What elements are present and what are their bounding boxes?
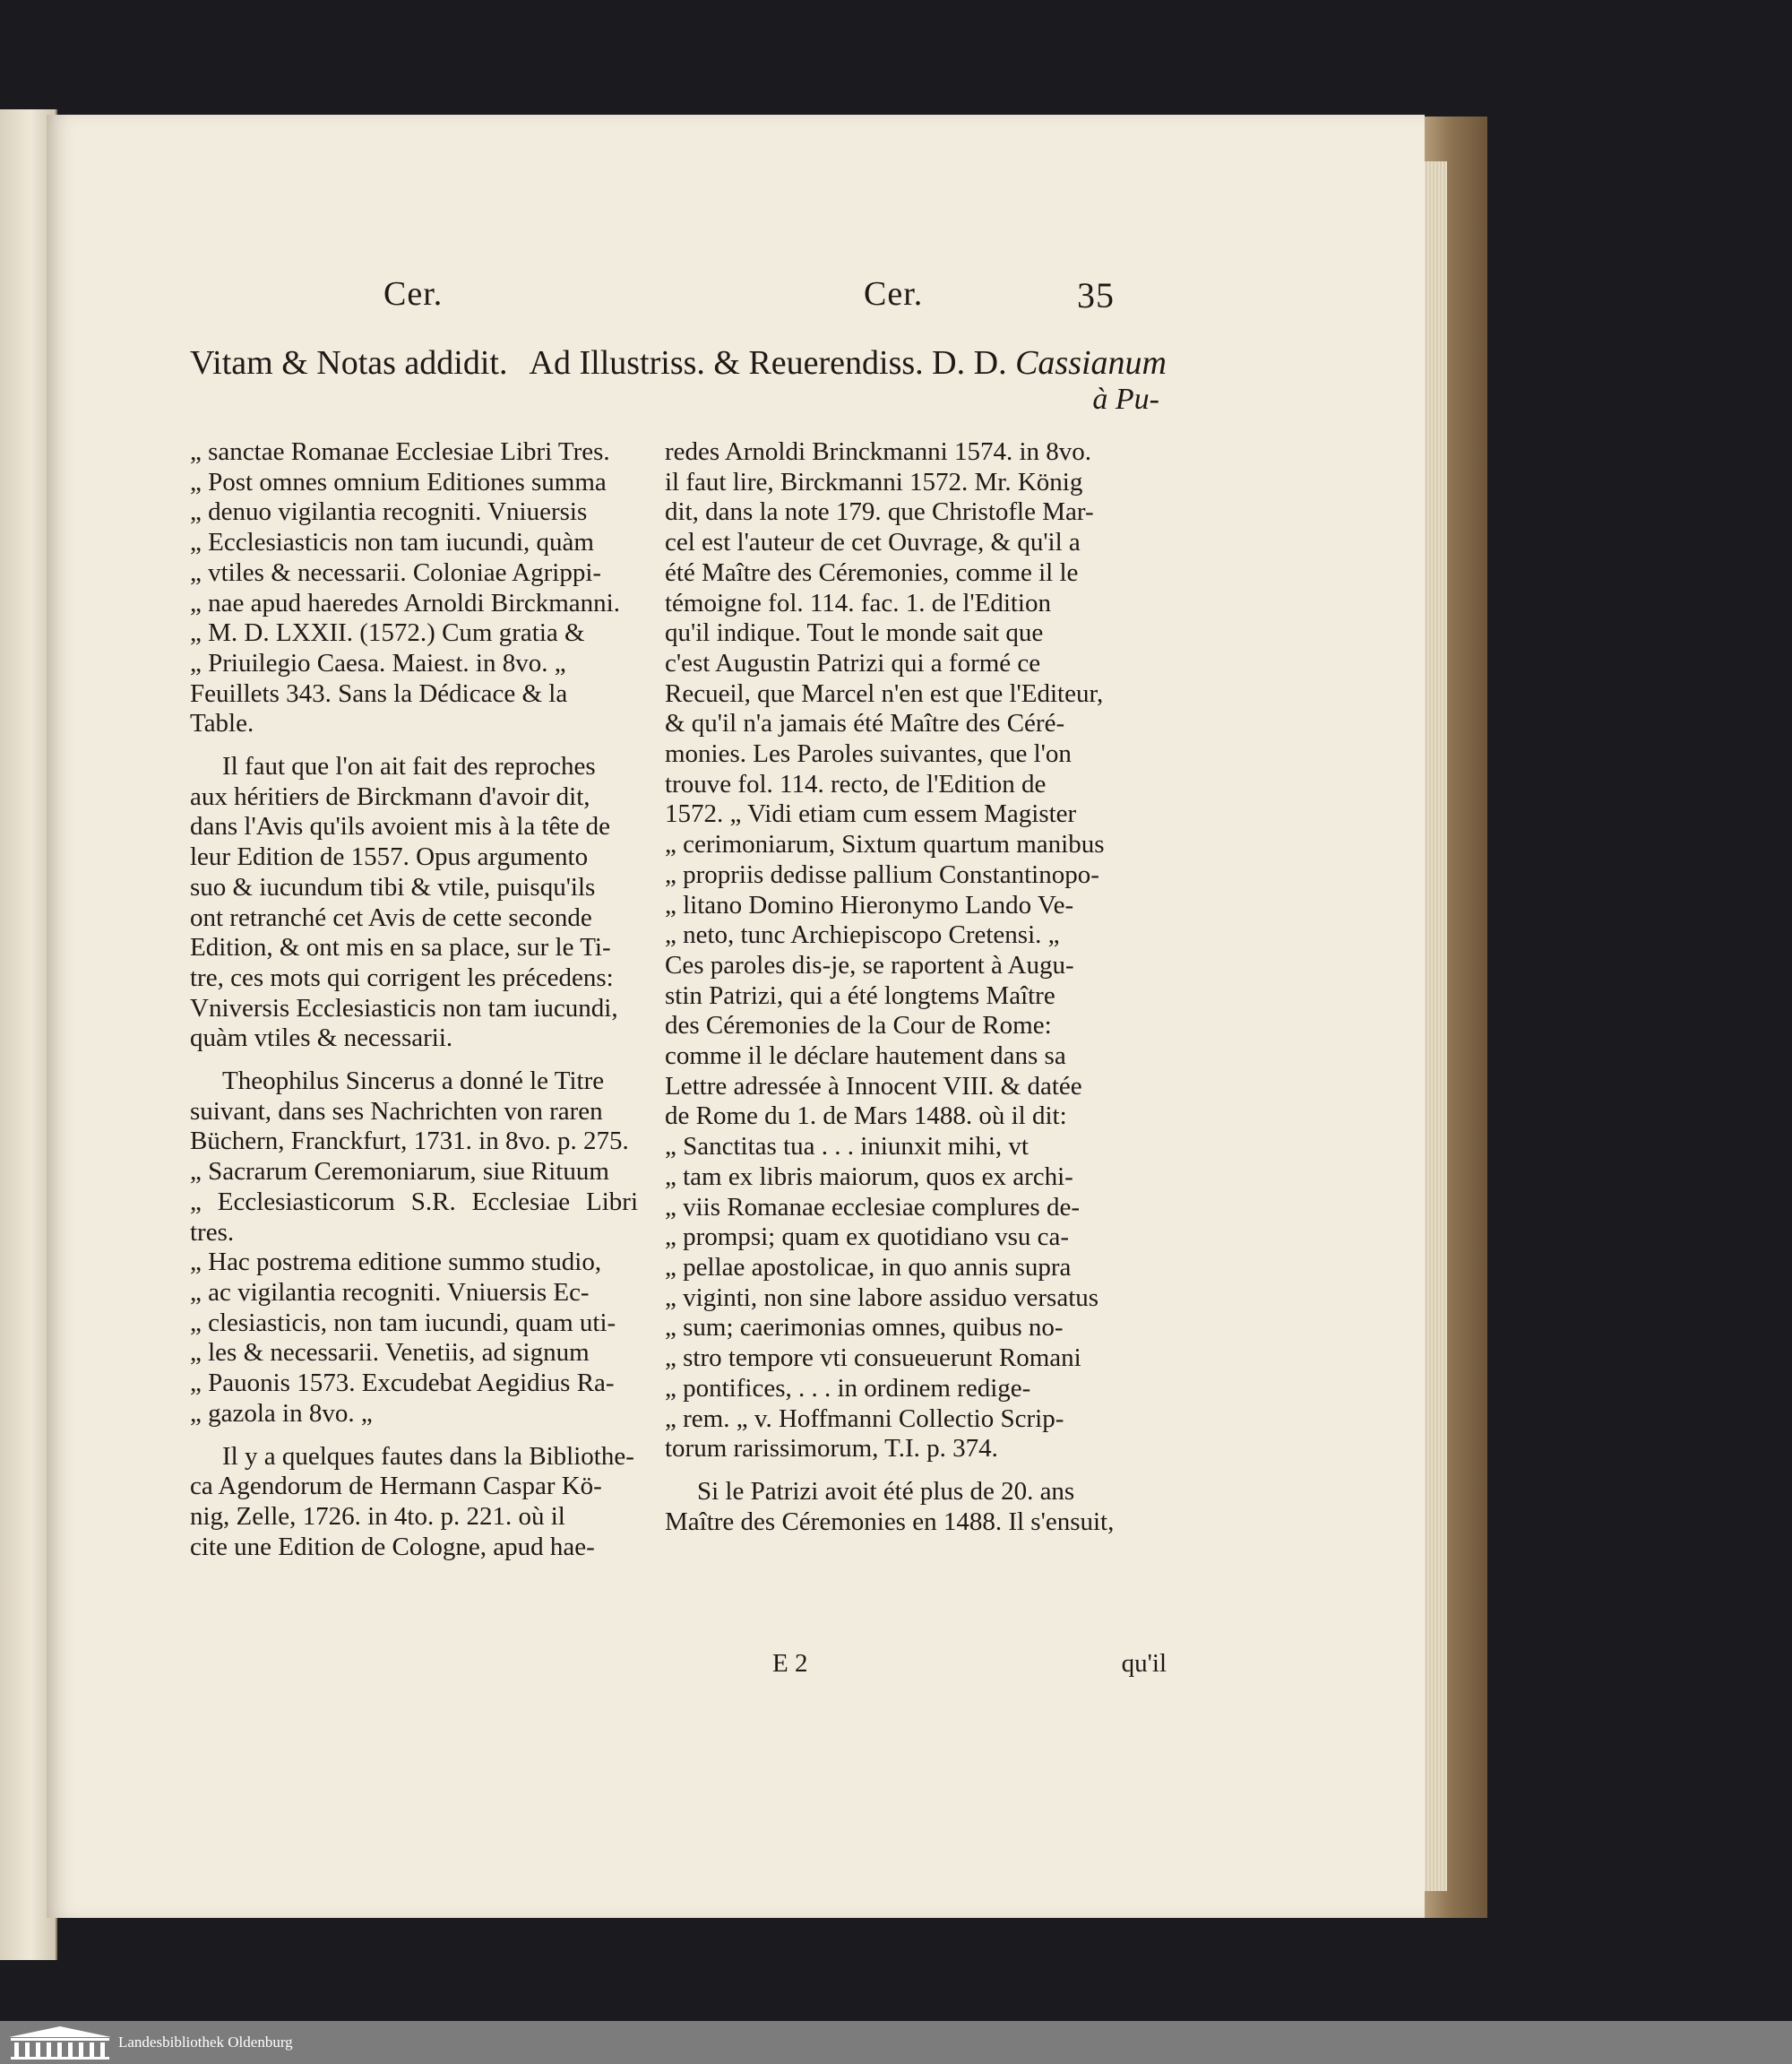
title-right (530, 343, 1167, 383)
right-column-line: monies. Les Paroles suivantes, que l'on (665, 739, 1072, 769)
left-column-line: „ M. D. LXXII. (1572.) Cum gratia & (190, 618, 585, 648)
right-column-line: „ propriis dedisse pallium Constantinopo- (665, 859, 1099, 889)
left-column-line: suivant, dans ses Nachrichten von raren (190, 1096, 603, 1126)
title-line2: à Pu- (1092, 383, 1159, 416)
right-column-line: „ stro tempore vti consueuerunt Romani (665, 1343, 1081, 1373)
right-column-line: stin Patrizi, qui a été longtems Maître (665, 980, 1055, 1010)
title-left: Vitam & Notas addidit. (190, 344, 508, 382)
left-column-line: „ sanctae Romanae Ecclesiae Libri Tres. (190, 437, 610, 466)
right-column-line: été Maître des Céremonies, comme il le (665, 557, 1079, 587)
right-column-line: redes Arnoldi Brinckmanni 1574. in 8vo. (665, 437, 1092, 466)
left-column-line: tre, ces mots qui corrigent les précedens: (190, 963, 614, 992)
left-column-line: „ les & necessarii. Venetiis, ad signum (190, 1338, 590, 1368)
left-column-line: „ Pauonis 1573. Excudebat Aegidius Ra- (190, 1369, 615, 1398)
running-head-center: Cer. (864, 275, 924, 313)
running-head-left: Cer. (383, 275, 444, 313)
left-column-line: cite une Edition de Cologne, apud hae- (190, 1532, 595, 1561)
left-column-line: nig, Zelle, 1726. in 4to. p. 221. où il (190, 1501, 565, 1531)
right-column-line: comme il le déclare hautement dans sa (665, 1041, 1066, 1071)
right-column-line: „ rem. „ v. Hoffmanni Collectio Scrip- (665, 1403, 1064, 1433)
right-column-line: trouve fol. 114. recto, de l'Edition de (665, 769, 1047, 799)
right-column-line: „ viis Romanae ecclesiae complures de- (665, 1192, 1080, 1222)
title-right-italic: Cassianum (1015, 344, 1167, 382)
left-column-line: „ clesiasticis, non tam iucundi, quam uti- (190, 1308, 616, 1337)
right-column-line: „ prompsi; quam ex quotidiano vsu ca- (665, 1222, 1070, 1252)
right-column-line: „ neto, tunc Archiepiscopo Cretensi. „ (665, 920, 1060, 950)
library-name: Landesbibliothek Oldenburg (118, 2034, 293, 2051)
left-column-line: leur Edition de 1557. Opus argumento (190, 842, 589, 872)
left-column-line: Edition, & ont mis en sa place, sur le Ti- (190, 933, 611, 963)
left-column (190, 437, 638, 1562)
left-column-line: „ Post omnes omnium Editiones summa (190, 467, 607, 497)
signature-mark: E 2 (772, 1649, 808, 1678)
right-column-line: „ sum; caerimonias omnes, quibus no- (665, 1313, 1064, 1343)
right-column-line: „ pontifices, . . . in ordinem redige- (665, 1373, 1031, 1403)
left-column-line: dans l'Avis qu'ils avoient mis à la tête de (190, 812, 610, 842)
right-column-line: „ viginti, non sine labore assiduo versatus (665, 1282, 1099, 1312)
right-column-line: Recueil, que Marcel n'en est que l'Editeur, (665, 678, 1104, 708)
left-column-line: Il y a quelques fautes dans la Bibliothe- (222, 1441, 634, 1471)
library-footer-bar (0, 2021, 1792, 2064)
left-column-line: „ Ecclesiasticis non tam iucundi, quàm (190, 528, 594, 557)
right-column-line: 1572. „ Vidi etiam cum essem Magister (665, 799, 1077, 829)
right-column-line: Si le Patrizi avoit été plus de 20. ans (697, 1476, 1075, 1506)
left-column-line: Vniversis Ecclesiasticis non tam iucundi, (190, 993, 618, 1023)
right-column-line: cel est l'auteur de cet Ouvrage, & qu'il a (665, 528, 1081, 557)
library-building-icon (7, 2025, 113, 2060)
title-right-plain: Ad Illustriss. & Reuerendiss. D. D. (529, 344, 1007, 382)
left-column-line: „ gazola in 8vo. „ (190, 1398, 373, 1428)
right-column-line: des Céremonies de la Cour de Rome: (665, 1011, 1052, 1041)
left-column-line: ont retranché cet Avis de cette seconde (190, 902, 592, 932)
left-column-line: quàm vtiles & necessarii. (190, 1023, 453, 1053)
left-column-line: Theophilus Sincerus a donné le Titre (222, 1067, 605, 1096)
right-column-line: Ces paroles dis-je, se raportent à Augu- (665, 950, 1074, 980)
left-column-line: aux héritiers de Birckmann d'avoir dit, (190, 782, 590, 811)
right-column-line: de Rome du 1. de Mars 1488. où il dit: (665, 1101, 1067, 1131)
paragraph-gap (190, 739, 638, 752)
left-column-line: Büchern, Franckfurt, 1731. in 8vo. p. 275. (190, 1127, 629, 1156)
right-column-line: témoigne fol. 114. fac. 1. de l'Edition (665, 588, 1051, 617)
left-column-line: „ ac vigilantia recogniti. Vniuersis Ec- (190, 1277, 590, 1307)
right-column-line: „ tam ex libris maiorum, quos ex archi- (665, 1162, 1073, 1191)
left-column-line: „ denuo vigilantia recogniti. Vniuersis (190, 497, 588, 527)
left-column-line: „ nae apud haeredes Arnoldi Birckmanni. (190, 588, 620, 617)
left-column-line: „ Hac postrema editione summo studio, (190, 1248, 602, 1277)
right-column-line: il faut lire, Birckmanni 1572. Mr. König (665, 467, 1083, 497)
left-column-line: „ vtiles & necessarii. Coloniae Agrippi- (190, 557, 602, 587)
right-column-line: Lettre adressée à Innocent VIII. & datée (665, 1071, 1082, 1101)
paragraph-gap (190, 1054, 638, 1067)
right-column-line: qu'il indique. Tout le monde sait que (665, 618, 1044, 648)
page-number: 35 (1077, 275, 1115, 315)
right-column-line: dit, dans la note 179. que Christofle Mar- (665, 497, 1094, 527)
left-column-line: Il faut que l'on ait fait des reproches (222, 752, 596, 782)
right-column-line: „ Sanctitas tua . . . iniunxit mihi, vt (665, 1132, 1029, 1162)
left-column-line: ca Agendorum de Hermann Caspar Kö- (190, 1472, 602, 1501)
right-column-line: „ cerimoniarum, Sixtum quartum manibus (665, 830, 1105, 859)
left-column-line: Table. (190, 709, 254, 738)
paragraph-gap (665, 1464, 1167, 1477)
left-column-line: „ Sacrarum Ceremoniarum, siue Rituum (190, 1157, 609, 1187)
right-column-line: torum rarissimorum, T.I. p. 374. (665, 1434, 998, 1464)
paragraph-gap (190, 1429, 638, 1442)
right-column-line: c'est Augustin Patrizi qui a formé ce (665, 648, 1041, 678)
right-column-line: „ pellae apostolicae, in quo annis supra (665, 1252, 1072, 1282)
right-column-line: „ litano Domino Hieronymo Lando Ve- (665, 890, 1074, 920)
left-column-line: „ Ecclesiasticorum S.R. Ecclesiae Libri tres. (190, 1187, 638, 1247)
left-column-line: Feuillets 343. Sans la Dédicace & la (190, 678, 568, 708)
right-column-line: & qu'il n'a jamais été Maître des Céré- (665, 709, 1065, 738)
left-column-line: suo & iucundum tibi & vtile, puisqu'ils (190, 872, 596, 902)
catchword: qu'il (1121, 1649, 1167, 1678)
right-column (665, 437, 1167, 1537)
right-column-line: Maître des Céremonies en 1488. Il s'ensuit, (665, 1507, 1115, 1536)
left-column-line: „ Priuilegio Caesa. Maiest. in 8vo. „ (190, 648, 566, 678)
book-page (47, 115, 1425, 1918)
